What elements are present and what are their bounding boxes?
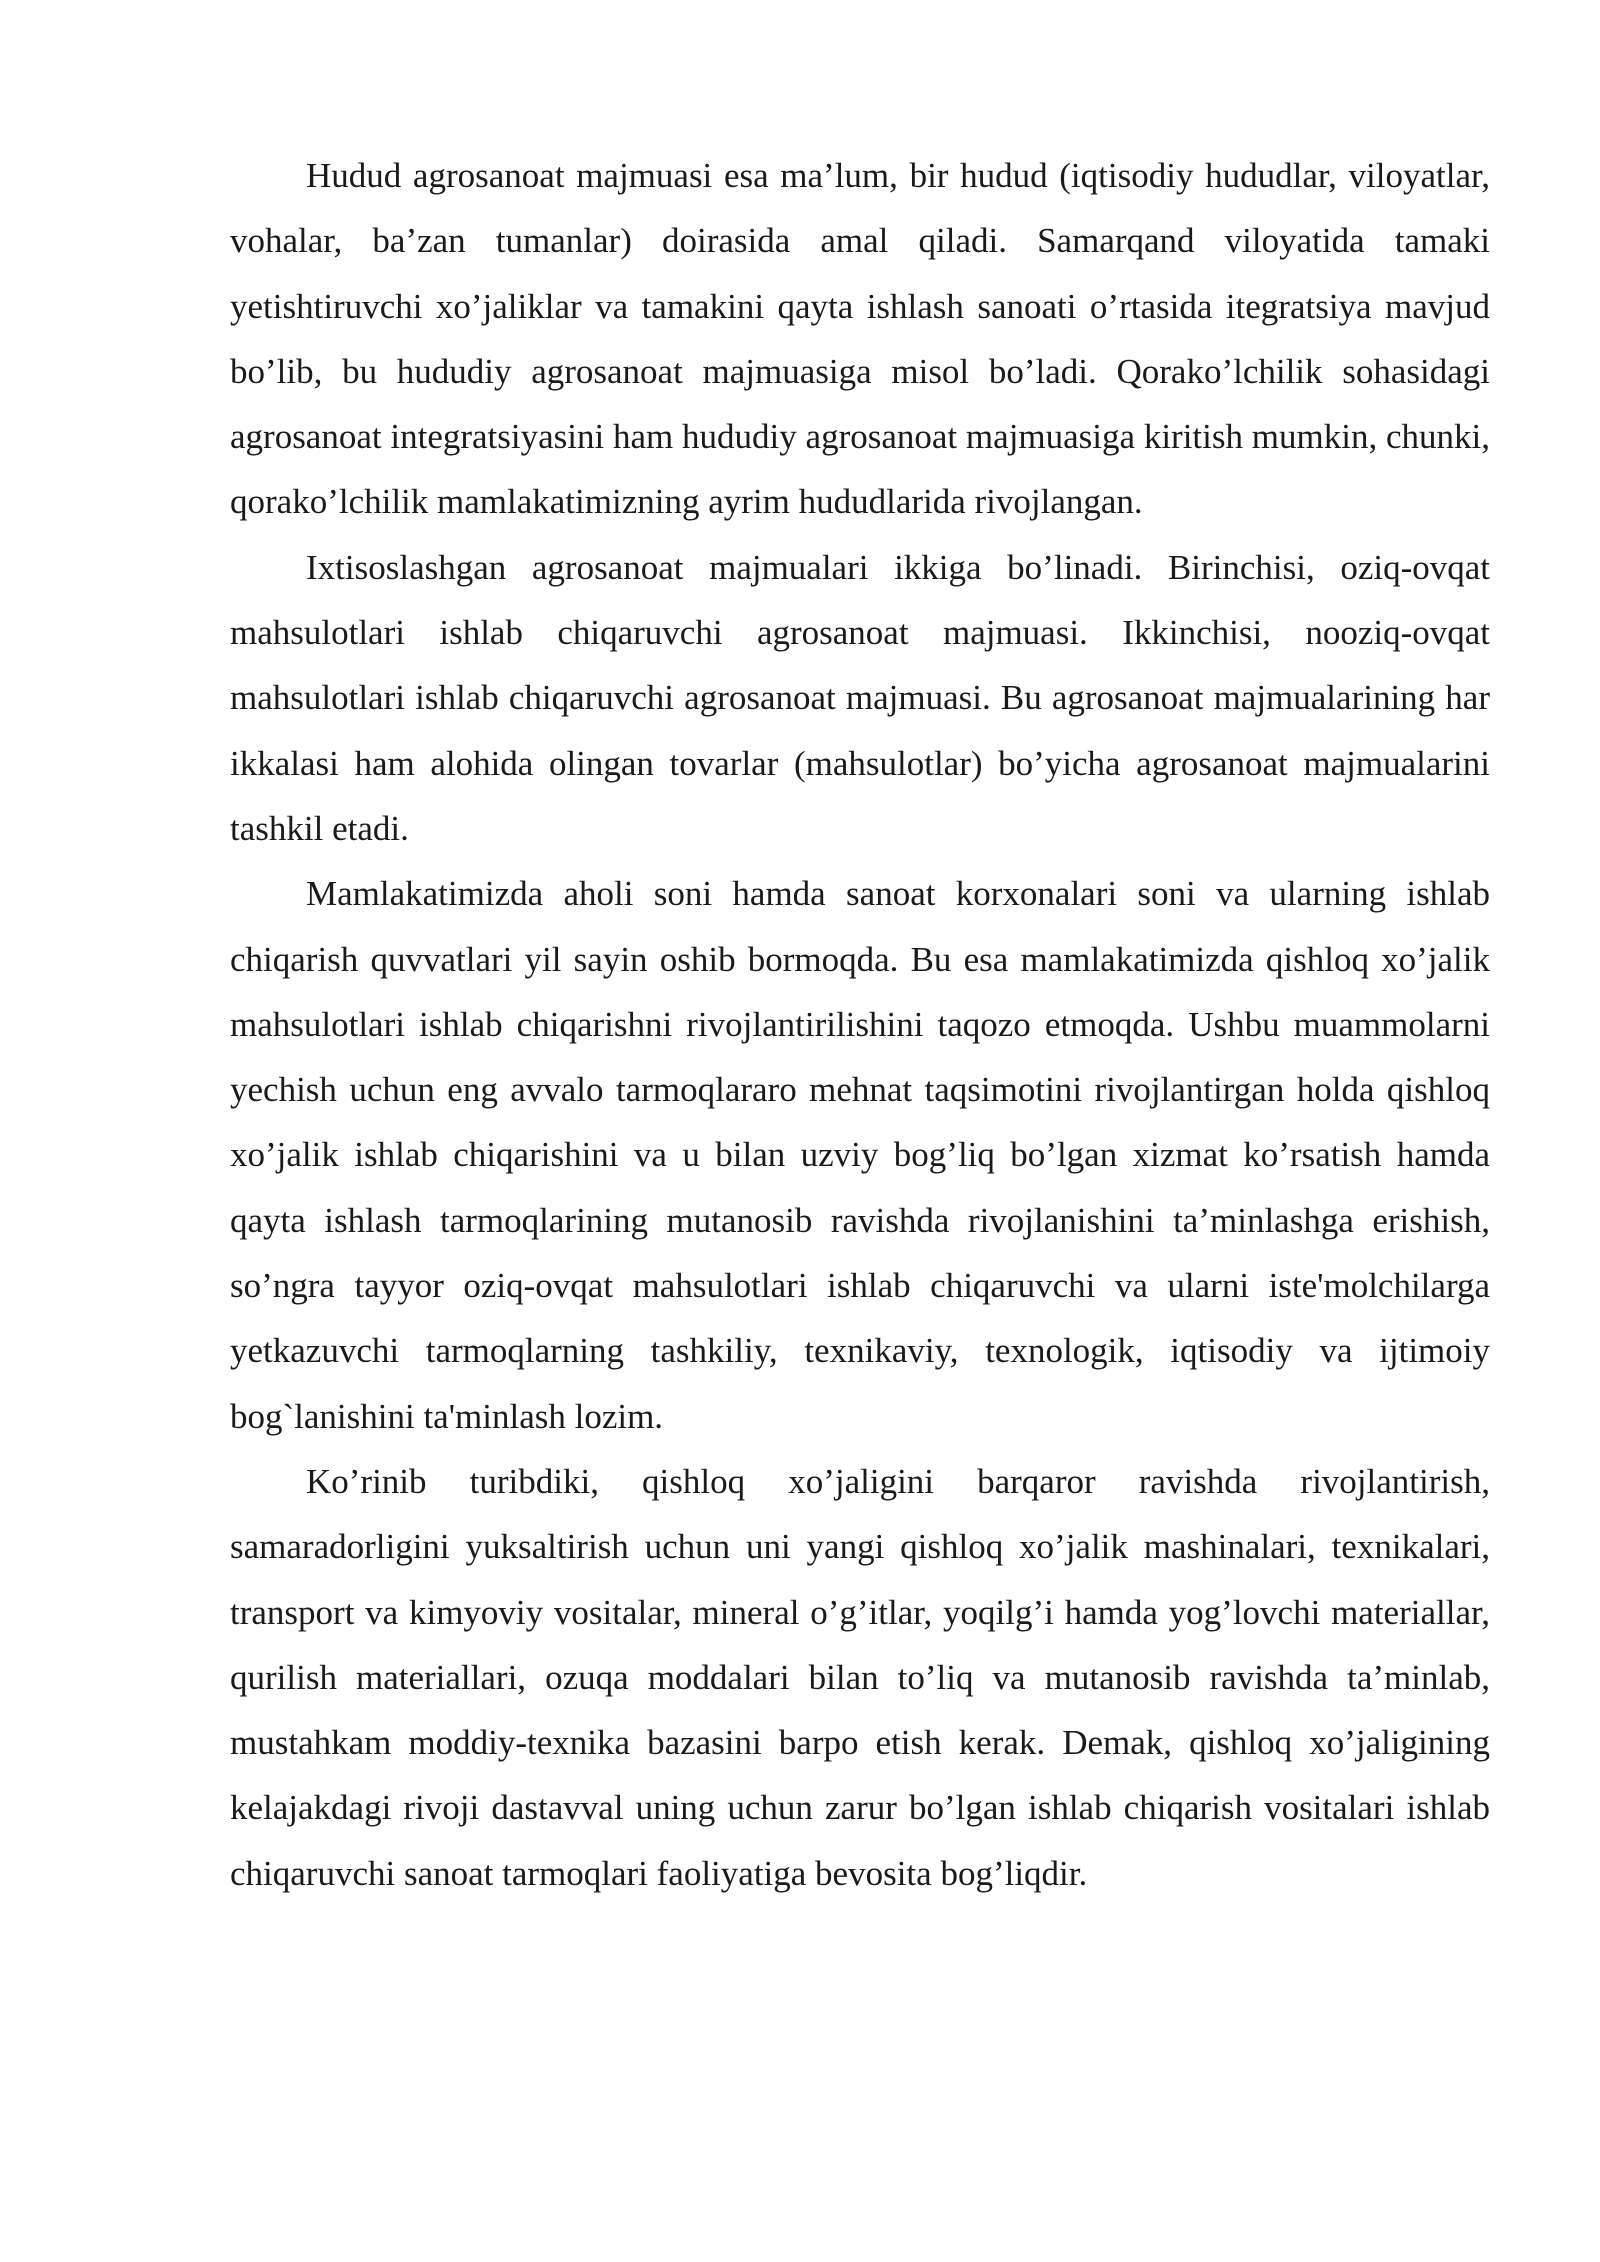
document-page — [230, 143, 1490, 1906]
paragraph-2: Ixtisoslashgan agrosanoat majmualari ikkiga bo’linadi. Birinchisi, oziq-ovqat mahsulotlari ishlab chiqaruvchi agrosanoat majmuasi. Ikkinchisi, nooziq-ovqat mahsulotlari ishlab chiqaruvchi agrosanoat majmuasi. Bu agrosanoat majmualarining har ikkalasi ham alohida olingan tovarlar (mahsulotlar) bo’yicha agrosanoat majmualarini tashkil etadi. — [230, 547, 1490, 848]
paragraph-3: Mamlakatimizda aholi soni hamda sanoat korxonalari soni va ularning ishlab chiqarish quvvatlari yil sayin oshib bormoqda. Bu esa mamlakatimizda qishloq xo’jalik mahsulotlari ishlab chiqarishni rivojlantirilishini taqozo etmoqda. Ushbu muammolarni yechish uchun eng avvalo tarmoqlararo mehnat taqsimotini rivojlantirgan holda qishloq xo’jalik ishlab chiqarishini va u bilan uzviy bog’liq bo’lgan xizmat ko’rsatish hamda qayta ishlash tarmoqlarining mutanosib ravishda rivojlanishini ta’minlashga erishish, so’ngra tayyor oziq-ovqat mahsulotlari ishlab chiqaruvchi va ularni iste'molchilarga yetkazuvchi tarmoqlarning tashkiliy, texnikaviy, texnologik, iqtisodiy va ijtimoiy bog`lanishini ta'minlash lozim. — [230, 874, 1490, 1436]
paragraph-4: Ko’rinib turibdiki, qishloq xo’jaligini barqaror ravishda rivojlantirish, samaradorligini yuksaltirish uchun uni yangi qishloq xo’jalik mashinalari, texnikalari, transport va kimyoviy vositalar, mineral o’g’itlar, yoqilg’i hamda yog’lovchi materiallar, qurilish materiallari, ozuqa moddalari bilan to’liq va mutanosib ravishda ta’minlab, mustahkam moddiy-texnika bazasini barpo etish kerak. Demak, qishloq xo’jaligining kelajakdagi rivoji dastavval uning uchun zarur bo’lgan ishlab chiqarish vositalari ishlab chiqaruvchi sanoat tarmoqlari faoliyatiga bevosita bog’liqdir. — [230, 1461, 1490, 1893]
paragraph-1: Hudud agrosanoat majmuasi esa ma’lum, bir hudud (iqtisodiy hududlar, viloyatlar, vohalar, ba’zan tumanlar) doirasida amal qiladi. Samarqand viloyatida tamaki yetishtiruvchi xo’jaliklar va tamakini qayta ishlash sanoati o’rtasida itegratsiya mavjud bo’lib, bu hududiy agrosanoat majmuasiga misol bo’ladi. Qorako’lchilik sohasidagi agrosanoat integratsiyasini ham hududiy agrosanoat majmuasiga kiritish mumkin, chunki, qorako’lchilik mamlakatimizning ayrim hududlarida rivojlangan. — [230, 156, 1490, 522]
